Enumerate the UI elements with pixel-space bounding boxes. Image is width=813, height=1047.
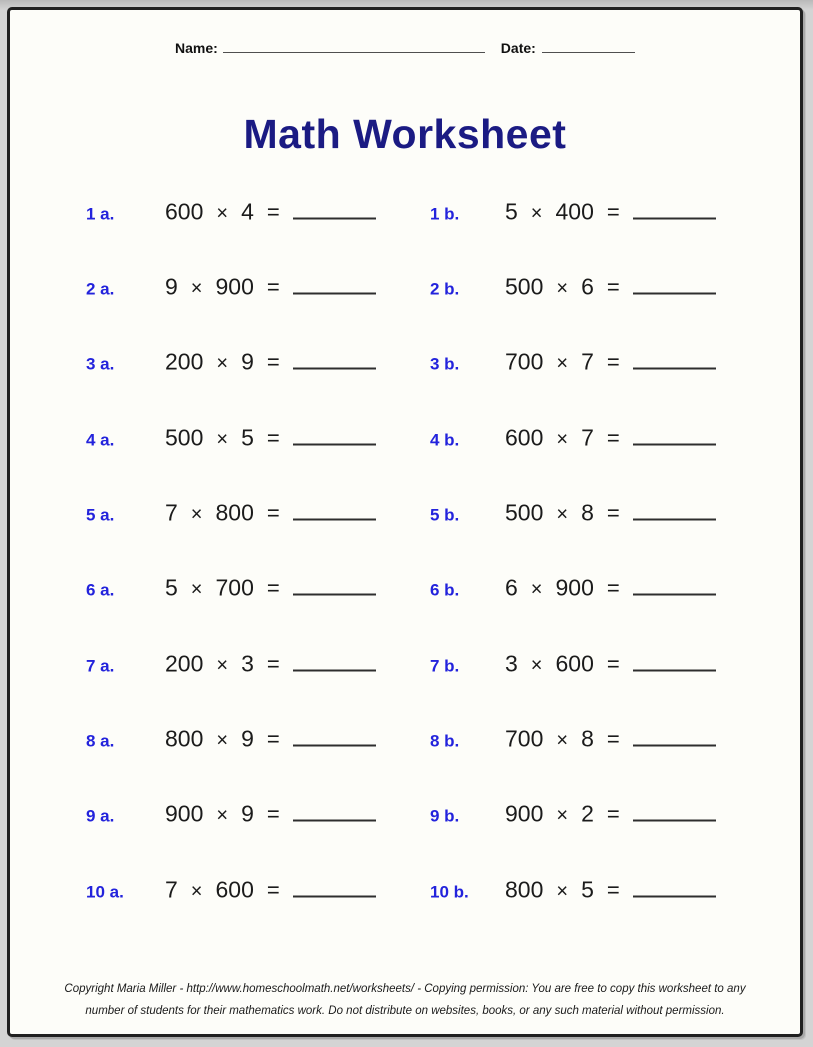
worksheet-title: Math Worksheet <box>243 111 567 157</box>
problem-expression <box>165 575 376 602</box>
times-sign: × <box>216 202 229 225</box>
problem-expression <box>505 349 716 376</box>
problem-expression <box>165 198 376 225</box>
name-label: Name: <box>175 40 218 56</box>
equals-sign: = <box>266 500 280 526</box>
times-sign: × <box>216 804 229 827</box>
problem-expression <box>505 274 716 301</box>
equals-sign: = <box>606 500 620 526</box>
equals-sign: = <box>266 801 280 827</box>
operand-2: 8 <box>581 499 594 526</box>
operand-1: 700 <box>505 348 544 375</box>
operand-1: 600 <box>165 198 204 225</box>
footer-copyright <box>10 979 800 1022</box>
times-sign: × <box>190 880 203 903</box>
problem-row <box>10 852 800 927</box>
problem-expression <box>165 876 376 903</box>
problem-number-label: 4 b. <box>430 430 460 450</box>
problem-cell-5a <box>86 500 376 527</box>
operand-1: 7 <box>165 876 178 903</box>
answer-blank-line <box>293 211 376 219</box>
name-blank-line <box>223 47 485 53</box>
times-sign: × <box>556 729 569 752</box>
problem-number-label: 10 a. <box>86 882 124 902</box>
operand-1: 800 <box>165 725 204 752</box>
problem-cell-1a <box>86 198 376 225</box>
times-sign: × <box>216 428 229 451</box>
operand-1: 7 <box>165 499 178 526</box>
problem-cell-10a <box>86 876 376 903</box>
problem-expression <box>165 424 376 451</box>
operand-1: 9 <box>165 273 178 300</box>
times-sign: × <box>216 352 229 375</box>
problem-expression <box>165 274 376 301</box>
problems-grid <box>10 174 800 927</box>
equals-sign: = <box>606 349 620 375</box>
answer-blank-line <box>293 814 376 822</box>
operand-1: 900 <box>505 800 544 827</box>
problem-cell-3a <box>86 349 376 376</box>
problem-number-label: 8 b. <box>430 731 460 751</box>
operand-2: 9 <box>241 800 254 827</box>
problem-row <box>10 551 800 626</box>
problem-cell-9a <box>86 801 376 828</box>
operand-2: 5 <box>581 876 594 903</box>
problem-cell-5b <box>430 500 716 527</box>
equals-sign: = <box>606 726 620 752</box>
problem-row <box>10 626 800 701</box>
problem-cell-4b <box>430 424 716 451</box>
problem-expression <box>165 726 376 753</box>
times-sign: × <box>556 503 569 526</box>
times-sign: × <box>190 503 203 526</box>
times-sign: × <box>556 804 569 827</box>
problem-number-label: 6 a. <box>86 580 115 600</box>
operand-2: 600 <box>215 876 254 903</box>
operand-2: 800 <box>215 499 254 526</box>
date-label: Date: <box>500 40 536 56</box>
problem-cell-3b <box>430 349 716 376</box>
problem-cell-7b <box>430 650 716 677</box>
problem-number-label: 5 a. <box>86 505 115 525</box>
operand-2: 7 <box>581 348 594 375</box>
problem-number-label: 1 b. <box>430 204 460 224</box>
problem-expression <box>505 575 716 602</box>
answer-blank-line <box>633 287 716 295</box>
problem-cell-8b <box>430 726 716 753</box>
operand-2: 900 <box>555 574 594 601</box>
times-sign: × <box>556 277 569 300</box>
problem-expression <box>505 726 716 753</box>
operand-2: 2 <box>581 800 594 827</box>
problem-expression <box>165 500 376 527</box>
problem-number-label: 3 b. <box>430 354 460 374</box>
problem-number-label: 9 a. <box>86 806 115 826</box>
answer-blank-line <box>293 287 376 295</box>
problem-cell-6b <box>430 575 716 602</box>
problem-number-label: 10 b. <box>430 882 469 902</box>
equals-sign: = <box>266 425 280 451</box>
problem-number-label: 7 b. <box>430 656 460 676</box>
problem-number-label: 1 a. <box>86 204 115 224</box>
operand-2: 400 <box>555 198 594 225</box>
problem-expression <box>505 801 716 828</box>
problem-expression <box>505 876 716 903</box>
operand-1: 5 <box>165 574 178 601</box>
operand-2: 5 <box>241 424 254 451</box>
operand-1: 800 <box>505 876 544 903</box>
answer-blank-line <box>293 362 376 370</box>
equals-sign: = <box>266 575 280 601</box>
equals-sign: = <box>606 651 620 677</box>
problem-cell-7a <box>86 650 376 677</box>
problem-row <box>10 174 800 249</box>
times-sign: × <box>216 654 229 677</box>
answer-blank-line <box>293 437 376 445</box>
equals-sign: = <box>266 349 280 375</box>
equals-sign: = <box>606 575 620 601</box>
answer-blank-line <box>633 362 716 370</box>
equals-sign: = <box>266 274 280 300</box>
problem-expression <box>505 424 716 451</box>
times-sign: × <box>190 277 203 300</box>
operand-2: 9 <box>241 348 254 375</box>
operand-1: 5 <box>505 198 518 225</box>
problem-number-label: 3 a. <box>86 354 115 374</box>
times-sign: × <box>556 880 569 903</box>
equals-sign: = <box>606 877 620 903</box>
problem-expression <box>165 650 376 677</box>
operand-1: 600 <box>505 424 544 451</box>
problem-row <box>10 701 800 776</box>
answer-blank-line <box>293 588 376 596</box>
problem-cell-8a <box>86 726 376 753</box>
answer-blank-line <box>633 739 716 747</box>
problem-cell-2a <box>86 274 376 301</box>
operand-1: 500 <box>165 424 204 451</box>
operand-1: 700 <box>505 725 544 752</box>
answer-blank-line <box>633 211 716 219</box>
problem-cell-4a <box>86 424 376 451</box>
operand-2: 4 <box>241 198 254 225</box>
equals-sign: = <box>606 425 620 451</box>
footer-copyright-line-1: Copyright Maria Miller - http://www.homeschoolmath.net/worksheets/ - Copying permission: You are free to copy this worksheet to any <box>64 983 746 995</box>
equals-sign: = <box>266 877 280 903</box>
worksheet-header <box>175 40 635 56</box>
operand-2: 6 <box>581 273 594 300</box>
problem-expression <box>165 801 376 828</box>
answer-blank-line <box>633 889 716 897</box>
equals-sign: = <box>266 199 280 225</box>
equals-sign: = <box>266 726 280 752</box>
answer-blank-line <box>293 889 376 897</box>
operand-1: 3 <box>505 650 518 677</box>
problem-number-label: 2 a. <box>86 279 115 299</box>
operand-1: 200 <box>165 348 204 375</box>
operand-1: 6 <box>505 574 518 601</box>
operand-2: 3 <box>241 650 254 677</box>
problem-expression <box>505 500 716 527</box>
answer-blank-line <box>633 513 716 521</box>
problem-expression <box>165 349 376 376</box>
times-sign: × <box>530 578 543 601</box>
problem-number-label: 4 a. <box>86 430 115 450</box>
operand-2: 7 <box>581 424 594 451</box>
problem-number-label: 7 a. <box>86 656 115 676</box>
answer-blank-line <box>293 663 376 671</box>
problem-row <box>10 777 800 852</box>
problem-expression <box>505 650 716 677</box>
problem-cell-10b <box>430 876 716 903</box>
footer-copyright-line-2: number of students for their mathematics work. Do not distribute on websites, books, or any such material without permission. <box>85 1004 725 1017</box>
problem-cell-1b <box>430 198 716 225</box>
answer-blank-line <box>633 663 716 671</box>
equals-sign: = <box>266 651 280 677</box>
problem-row <box>10 400 800 475</box>
problem-number-label: 6 b. <box>430 580 460 600</box>
problem-row <box>10 475 800 550</box>
problem-row <box>10 325 800 400</box>
operand-2: 8 <box>581 725 594 752</box>
operand-2: 900 <box>215 273 254 300</box>
times-sign: × <box>530 202 543 225</box>
operand-1: 500 <box>505 499 544 526</box>
answer-blank-line <box>633 814 716 822</box>
answer-blank-line <box>633 588 716 596</box>
equals-sign: = <box>606 274 620 300</box>
operand-1: 200 <box>165 650 204 677</box>
operand-2: 600 <box>555 650 594 677</box>
operand-1: 900 <box>165 800 204 827</box>
answer-blank-line <box>293 513 376 521</box>
times-sign: × <box>556 428 569 451</box>
times-sign: × <box>190 578 203 601</box>
operand-2: 9 <box>241 725 254 752</box>
problem-number-label: 9 b. <box>430 806 460 826</box>
problem-expression <box>505 198 716 225</box>
problem-cell-2b <box>430 274 716 301</box>
date-blank-line <box>542 47 635 53</box>
problem-number-label: 2 b. <box>430 279 460 299</box>
operand-1: 500 <box>505 273 544 300</box>
problem-number-label: 5 b. <box>430 505 460 525</box>
times-sign: × <box>530 654 543 677</box>
problem-number-label: 8 a. <box>86 731 115 751</box>
answer-blank-line <box>633 437 716 445</box>
problem-cell-6a <box>86 575 376 602</box>
problem-cell-9b <box>430 801 716 828</box>
problem-row <box>10 249 800 324</box>
times-sign: × <box>556 352 569 375</box>
times-sign: × <box>216 729 229 752</box>
equals-sign: = <box>606 801 620 827</box>
equals-sign: = <box>606 199 620 225</box>
answer-blank-line <box>293 739 376 747</box>
worksheet-page <box>7 7 803 1037</box>
operand-2: 700 <box>215 574 254 601</box>
